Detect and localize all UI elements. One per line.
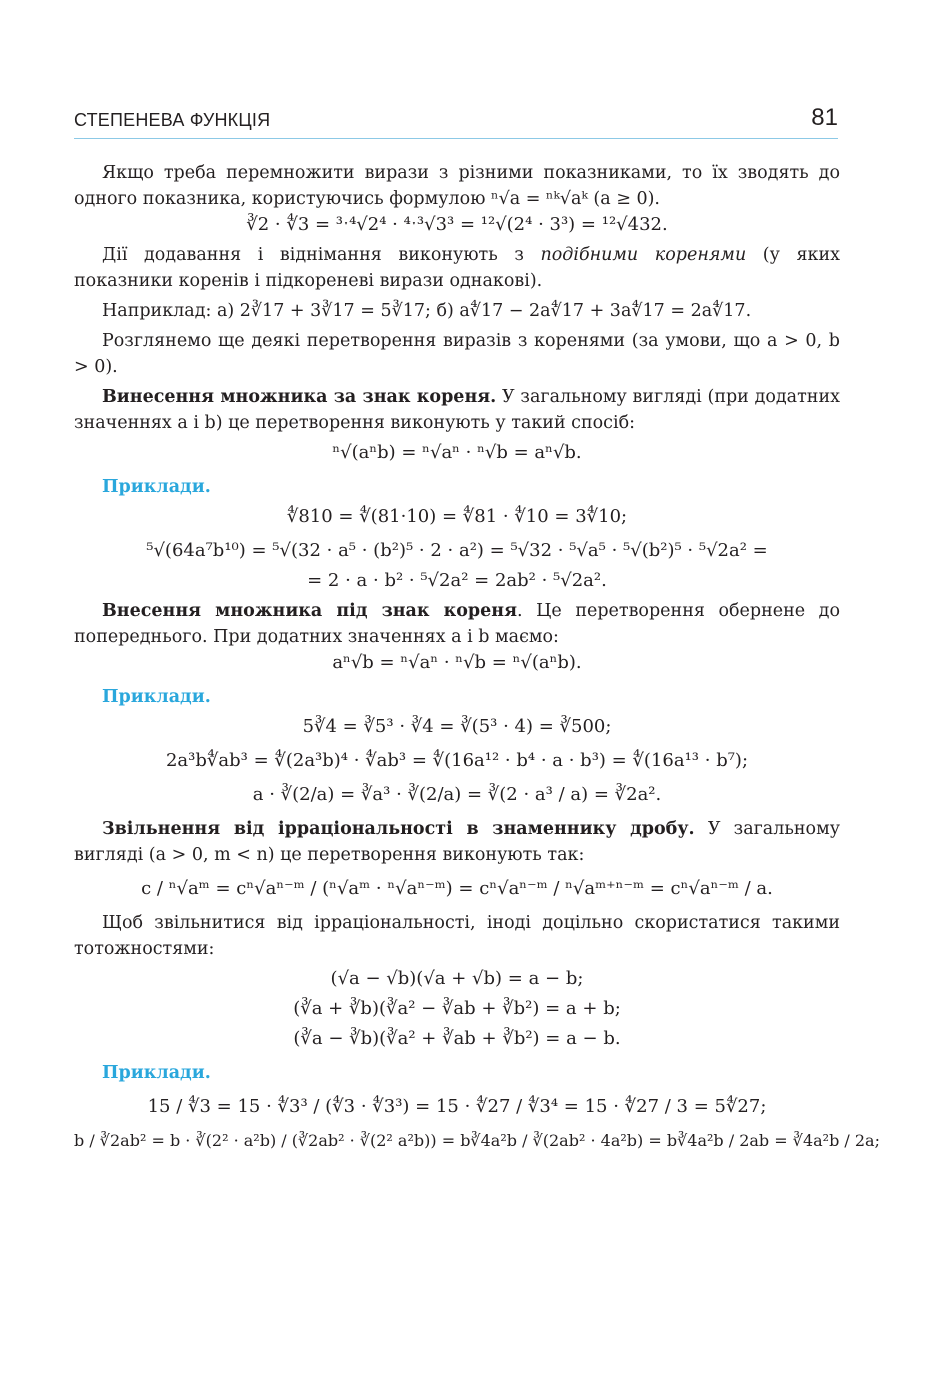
paragraph-identities: Щоб звільнитися від ірраціональності, іноді доцільно скористатися такими тотожностями: [74,913,840,959]
paragraph-multiply-roots: Якщо треба перемножити вирази з різними показниками, то їх зводять до одного показника, користуючись формулою ⁿ√a = ⁿᵏ√aᵏ (a ≥ 0). [74,163,840,209]
paragraph-factor-in: Внесення множника під знак кореня. Це перетворення обернене до попереднього. При додатних значеннях a і b маємо: [74,601,840,647]
paragraph-like-roots: Дії додавання і віднімання виконують з подібними коренями (у яких показники коренів і підкореневі вирази однакові). [74,245,840,291]
formula-example-fifth-root-result: = 2 · a · b² · ⁵√2a² = 2ab² · ⁵√2a². [307,570,607,591]
examples-label-2: Приклади. [102,687,211,707]
formula-identity-square: (√a − √b)(√a + √b) = a − b; [330,968,584,989]
formula-factor-in: aⁿ√b = ⁿ√aⁿ · ⁿ√b = ⁿ√(aⁿb). [332,652,582,673]
heading-factor-out: Винесення множника за знак кореня. [102,387,497,407]
page-body [74,160,880,1154]
paragraph-conditions: Розглянемо ще деякі перетворення виразів з коренями (за умови, що a > 0, b > 0). [74,331,840,377]
formula-example-b: b / ∛2ab² = b · ∛(2² · a²b) / (∛2ab² · ∛(2² a²b)) = b∛4a²b / ∛(2ab² · 4a²b) = b∛4a²b / 2ab = ∛4a²b / 2a; [74,1131,880,1150]
examples-label-3: Приклади. [102,1063,211,1083]
paragraph-example-sum: Наприклад: а) 2∛17 + 3∛17 = 5∛17; б) a∜17 − 2a∜17 + 3a∜17 = 2a∜17. [102,301,752,321]
section-title: СТЕПЕНЕВА ФУНКЦІЯ [74,110,271,130]
formula-example-fourth-root: 2a³b∜ab³ = ∜(2a³b)⁴ · ∜ab³ = ∜(16a¹² · b⁴ · a · b³) = ∜(16a¹³ · b⁷); [165,750,749,771]
heading-rationalize: Звільнення від ірраціональності в знаменнику дробу. [102,819,695,839]
heading-factor-in: Внесення множника під знак кореня [102,601,518,621]
formula-factor-out: ⁿ√(aⁿb) = ⁿ√aⁿ · ⁿ√b = aⁿ√b. [332,442,582,463]
formula-identity-diff-cubes: (∛a − ∛b)(∛a² + ∛ab + ∛b²) = a − b. [293,1028,621,1049]
formula-common-index: ∛2 · ∜3 = ³ˑ⁴√2⁴ · ⁴ˑ³√3³ = ¹²√(2⁴ · 3³) = ¹²√432. [246,214,668,235]
page-header [74,104,838,139]
page-number: 81 [811,104,838,131]
formula-rationalize: c / ⁿ√aᵐ = cⁿ√aⁿ⁻ᵐ / (ⁿ√aᵐ · ⁿ√aⁿ⁻ᵐ) = cⁿ√aⁿ⁻ᵐ / ⁿ√aᵐ⁺ⁿ⁻ᵐ = cⁿ√aⁿ⁻ᵐ / a. [141,878,773,899]
examples-label-1: Приклади. [102,477,211,497]
formula-example-15: 15 / ∜3 = 15 · ∜3³ / (∜3 · ∜3³) = 15 · ∜27 / ∜3⁴ = 15 · ∜27 / 3 = 5∜27; [147,1096,767,1117]
term-like-roots: подібними коренями [540,245,747,265]
formula-example-500: 5∛4 = ∛5³ · ∛4 = ∛(5³ · 4) = ∛500; [302,716,612,737]
paragraph-factor-out: Винесення множника за знак кореня. У загальному вигляді (при додатних значеннях a і b) це перетворення виконують у такий спосіб: [74,387,840,433]
formula-example-fifth-root: ⁵√(64a⁷b¹⁰) = ⁵√(32 · a⁵ · (b²)⁵ · 2 · a²) = ⁵√32 · ⁵√a⁵ · ⁵√(b²)⁵ · ⁵√2a² = [146,540,768,561]
paragraph-rationalize: Звільнення від ірраціональності в знаменнику дробу. У загальному вигляді (a > 0, m < n) це перетворення виконують так: [74,819,840,865]
formula-identity-sum-cubes: (∛a + ∛b)(∛a² − ∛ab + ∛b²) = a + b; [293,998,621,1019]
formula-example-810: ∜810 = ∜(81·10) = ∜81 · ∜10 = 3∜10; [286,506,628,527]
formula-example-cube-fraction: a · ∛(2/a) = ∛a³ · ∛(2/a) = ∛(2 · a³ / a) = ∛2a². [252,784,662,805]
